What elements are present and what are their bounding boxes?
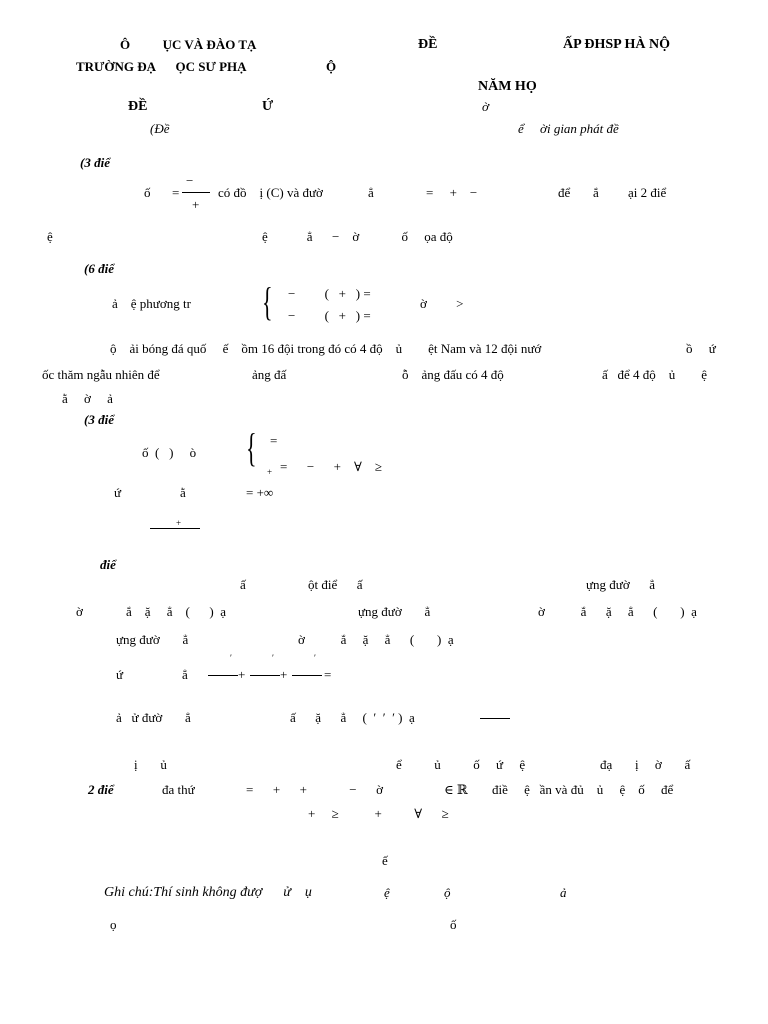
q5-poly-e: + ≥ + ∀ ≥	[308, 806, 449, 821]
q4-l3-a: ựng đườ ẳ	[116, 632, 189, 647]
q2-para-line2-a: ốc thăm ngẫu nhiên để	[42, 367, 160, 382]
q4-l2-b: ắ ặ ẳ ( ) ạ	[126, 604, 226, 619]
q5-intro-a: ị ủ	[134, 757, 167, 772]
q4-l2-d: ờ ắ ặ ẳ ( ) ạ	[538, 604, 697, 619]
footer-last-b: ố	[450, 917, 457, 932]
q4-l4-plus1: +	[238, 667, 246, 682]
q1-line1-c: ẳ	[368, 185, 374, 200]
q3-fraction-sub: +	[176, 518, 182, 528]
header-university: TRƯỜNG ĐẠ ỌC SƯ PHẠ	[76, 59, 247, 74]
q1-line1-eq: =	[172, 185, 180, 200]
q5-poly-c: ∈ ℝ	[444, 782, 468, 797]
q1-fraction-bar	[182, 192, 210, 193]
q3-limit: = +∞	[246, 485, 274, 500]
q1-fraction-numerator: −	[186, 173, 194, 188]
q3-prove-a: ứ	[114, 485, 122, 500]
header-university-tail: Ộ	[326, 59, 337, 74]
q3-prove-b: ằ	[180, 485, 186, 500]
q4-l2-c: ựng đườ ẳ	[358, 604, 431, 619]
q4-l1-b: ột điể ấ	[308, 577, 363, 592]
q4-l4-prime1: ′	[230, 653, 232, 663]
q4-l4-a: ứ	[116, 667, 124, 682]
footer-last-a: ọ	[110, 917, 117, 932]
q4-l4-plus2: +	[280, 667, 288, 682]
q3-sequence-brace: {	[246, 425, 257, 470]
q5-intro-c: đạ ị ờ ấ	[600, 757, 691, 772]
header-note-right: ể ời gian phát đề	[518, 121, 619, 136]
q2-para-line2-b: ảng đấ	[252, 367, 287, 382]
q4-l1-a: ấ	[240, 577, 246, 592]
q3-sequence-row2: = − + ∀ ≥	[280, 459, 382, 474]
header-ministry: Ô ỤC VÀ ĐÀO TẠ	[120, 37, 257, 52]
q4-l4-prime2: ′	[272, 653, 274, 663]
q4-l4-prime3: ′	[314, 653, 316, 663]
q4-l5-b: ấ ặ ẳ ( ′ ′ ′ ) ạ	[290, 710, 415, 725]
q2-para-line2-d: ấ để 4 độ ủ ệ	[602, 367, 708, 382]
footer-note-b: ệ	[384, 885, 390, 900]
q4-l2-a: ờ	[76, 604, 83, 619]
q2-system-row2: − ( + ) =	[288, 308, 371, 323]
q3-sequence-row1: =	[270, 433, 278, 448]
q1-points: (3 điể	[80, 155, 110, 170]
q4-l4-eq: =	[324, 667, 332, 682]
q5-poly-d: điề ệ ần và đủ ủ ệ ố để	[492, 782, 674, 797]
q2-para-line1-end: ồ ứ	[686, 341, 716, 356]
q2-points: (6 điể	[84, 261, 114, 276]
q4-l4-frac1	[208, 675, 238, 676]
q4-l3-b: ờ ắ ặ ẳ ( ) ạ	[298, 632, 454, 647]
q2-system-row1: − ( + ) =	[288, 286, 371, 301]
q4-l5-a: ả ử đườ ẳ	[116, 710, 191, 725]
q4-l4-b: ẳ	[182, 667, 188, 682]
q3-sequence-row2-sub: +	[267, 467, 273, 477]
header-exam-title: ẤP ĐHSP HÀ NỘ	[563, 37, 670, 52]
footer-end: ế	[382, 853, 388, 868]
q5-poly-a: đa thứ	[162, 782, 195, 797]
q1-line1-a: ố	[144, 185, 151, 200]
q1-line1-b: có đồ ị (C) và đườ	[218, 185, 323, 200]
q4-l1-c: ựng đườ ẳ	[586, 577, 655, 592]
footer-note-c: ộ	[444, 885, 451, 900]
footer-note-d: ả	[560, 885, 567, 900]
q2-system-brace: {	[262, 279, 273, 324]
q5-poly-b: = + + − ờ	[246, 782, 383, 797]
q1-fraction-denominator: +	[192, 197, 200, 212]
q4-l4-frac2	[250, 675, 280, 676]
q3-fraction-bar	[150, 528, 200, 529]
q4-points: điể	[100, 557, 116, 572]
q2-system-condition: ờ >	[420, 296, 464, 311]
q2-para-line1: ộ ải bóng đá quố ế ồm 16 đội trong đó có 4 độ ủ ệt Nam và 12 đội nướ	[110, 341, 542, 356]
footer-note-a: Ghi chú:Thí sinh không đượ ử ụ	[104, 885, 312, 900]
header-de: ĐỀ	[418, 37, 438, 52]
header-year: NĂM HỌ	[478, 79, 537, 94]
q3-points: (3 điể	[84, 412, 114, 427]
q2-para-line3: ằ ờ ả	[62, 391, 113, 406]
q1-line1-e: để ắ ại 2 điể	[558, 185, 667, 200]
q2-system-label: ả ệ phương tr	[112, 296, 191, 311]
q4-l4-frac3	[292, 675, 322, 676]
q1-line1-d: = + −	[426, 185, 478, 200]
q1-line2-a: ệ	[47, 229, 53, 244]
q5-intro-b: ể ủ ố ứ ệ	[396, 757, 526, 772]
header-subject: Ứ	[262, 99, 274, 114]
header-note-left: (Đề	[150, 121, 170, 136]
header-de-label: ĐỀ	[128, 99, 148, 114]
q3-sequence-label: ố ( ) ò	[142, 445, 197, 460]
q4-l5-frac	[480, 718, 510, 719]
header-subject-right: ờ	[482, 99, 489, 114]
q2-para-line2-c: ỗ ảng đấu có 4 độ	[402, 367, 504, 382]
q5-points: 2 điể	[88, 782, 114, 797]
q1-line2-b: ệ ẳ − ờ ố ọa độ	[262, 229, 453, 244]
